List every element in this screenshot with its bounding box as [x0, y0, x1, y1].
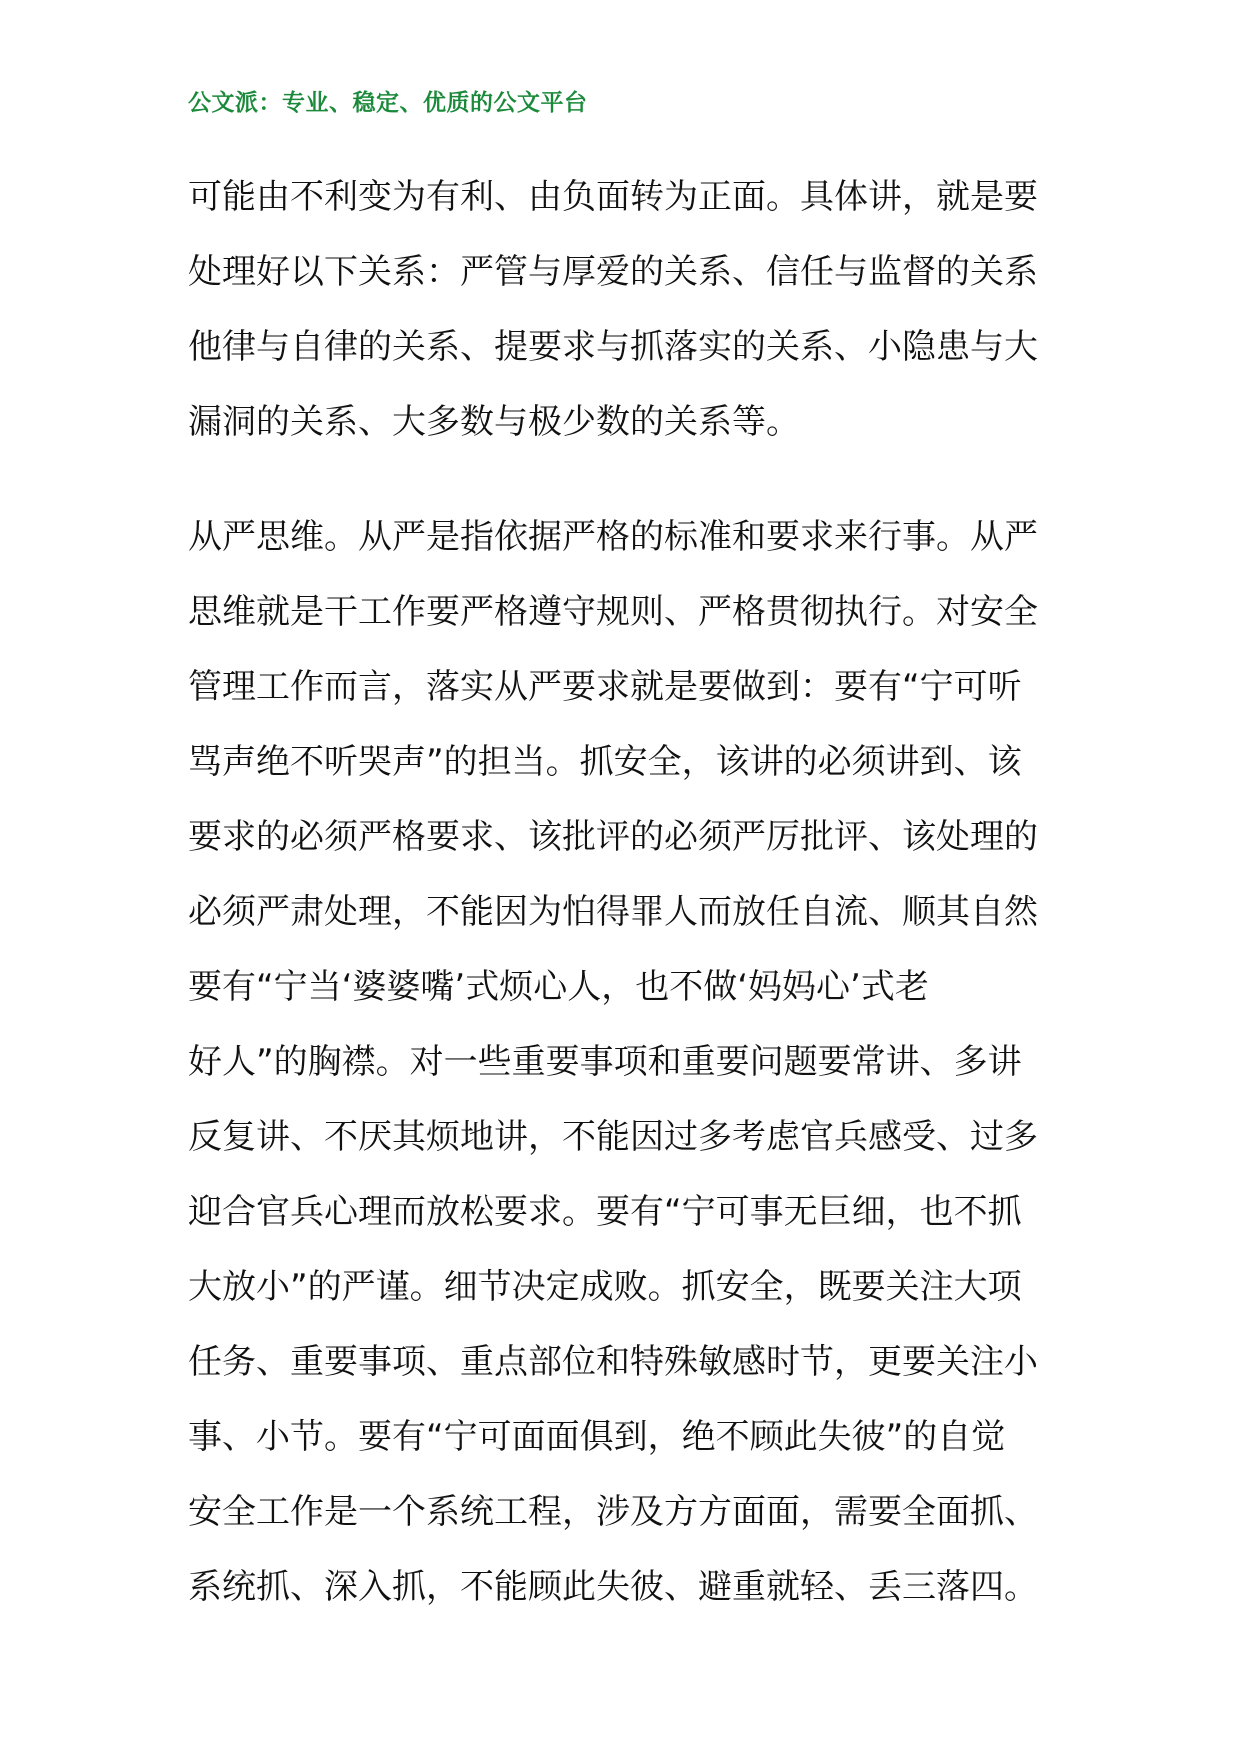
text-line: 必须严肃处理，不能因为怕得罪人而放任自流、顺其自然	[188, 892, 1038, 932]
paragraph-1	[188, 160, 1068, 460]
text-line: 他律与自律的关系、提要求与抓落实的关系、小隐患与大	[188, 327, 1038, 367]
paragraph-2	[188, 500, 1068, 1625]
text-line: 迎合官兵心理而放松要求。要有“宁可事无巨细，也不抓	[188, 1192, 1022, 1232]
text-line: 管理工作而言，落实从严要求就是要做到：要有“宁可听	[188, 667, 1022, 707]
text-line: 从严思维。从严是指依据严格的标准和要求来行事。从严	[188, 517, 1038, 557]
text-line: 好人”的胸襟。对一些重要事项和重要问题要常讲、多讲	[188, 1042, 1022, 1082]
text-line: 骂声绝不听哭声”的担当。抓安全，该讲的必须讲到、该	[188, 742, 1022, 782]
text-line: 系统抓、深入抓，不能顾此失彼、避重就轻、丢三落四。	[188, 1567, 1038, 1607]
text-line: 处理好以下关系：严管与厚爱的关系、信任与监督的关系	[188, 252, 1038, 292]
text-line: 任务、重要事项、重点部位和特殊敏感时节，更要关注小	[188, 1342, 1038, 1382]
header-title: 公文派：专业、稳定、优质的公文平台	[188, 89, 588, 116]
paragraph-gap	[188, 460, 1068, 500]
text-line: 反复讲、不厌其烦地讲，不能因过多考虑官兵感受、过多	[188, 1117, 1038, 1157]
text-line: 要有“宁当‘婆婆嘴’式烦心人，也不做‘妈妈心’式老	[188, 967, 929, 1007]
text-line: 安全工作是一个系统工程，涉及方方面面，需要全面抓、	[188, 1492, 1038, 1532]
document-body	[188, 160, 1068, 1625]
text-line: 漏洞的关系、大多数与极少数的关系等。	[188, 402, 800, 442]
text-line: 可能由不利变为有利、由负面转为正面。具体讲，就是要	[188, 177, 1038, 217]
text-line: 大放小”的严谨。细节决定成败。抓安全，既要关注大项	[188, 1267, 1022, 1307]
text-line: 要求的必须严格要求、该批评的必须严厉批评、该处理的	[188, 817, 1038, 857]
text-line: 事、小节。要有“宁可面面俱到，绝不顾此失彼”的自觉	[188, 1417, 1006, 1457]
text-line: 思维就是干工作要严格遵守规则、严格贯彻执行。对安全	[188, 592, 1038, 632]
